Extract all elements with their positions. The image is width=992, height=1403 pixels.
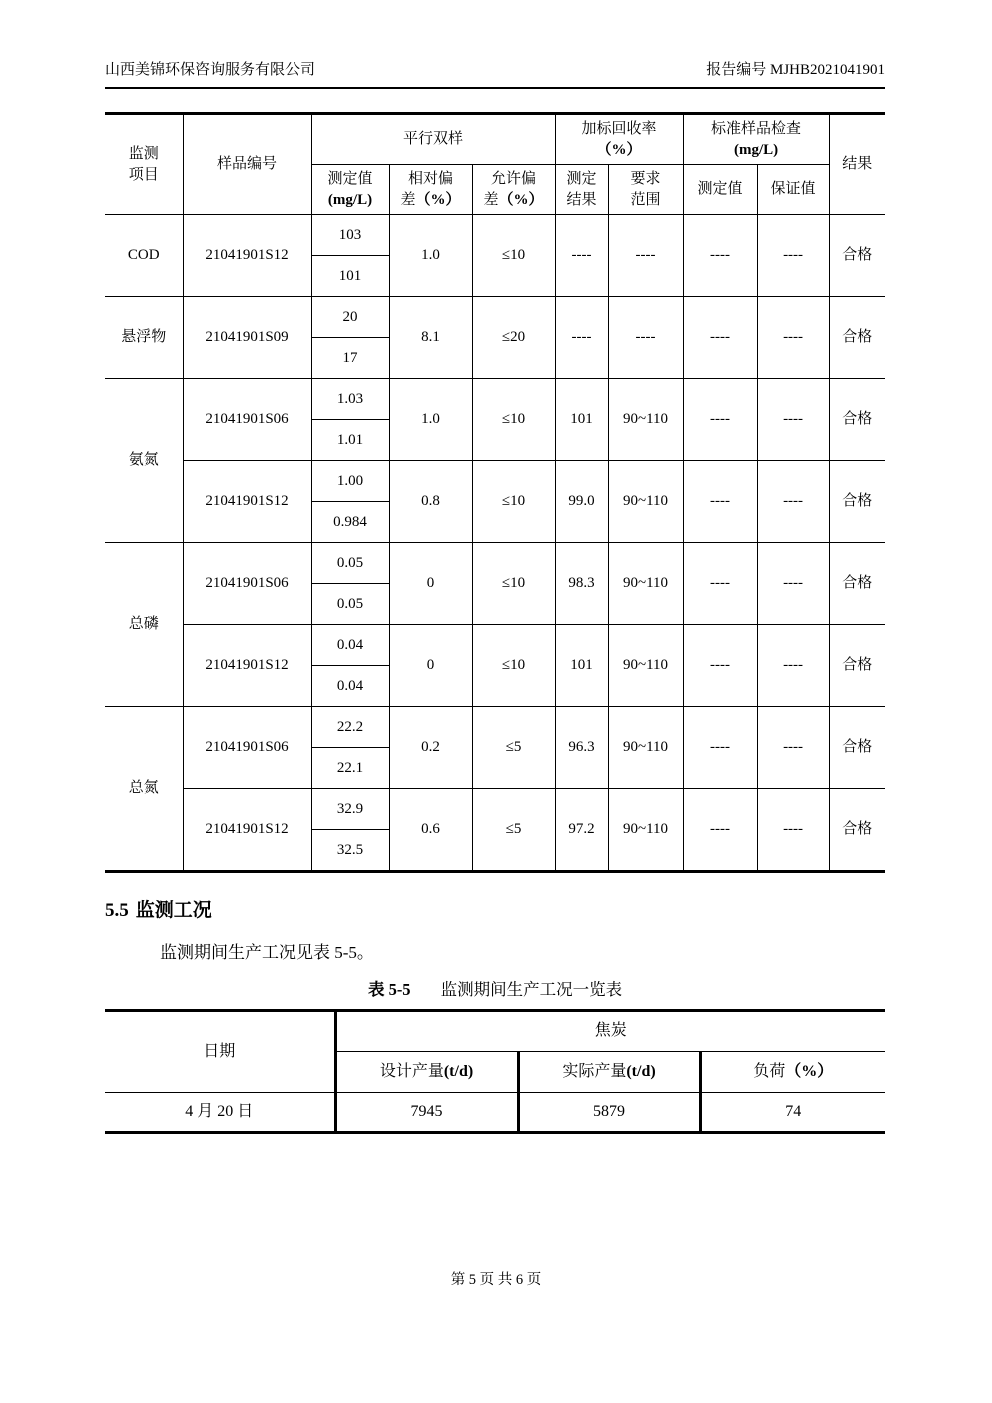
qc-result-cell: 合格 <box>829 789 885 872</box>
qc-sample-cell: 21041901S06 <box>183 543 311 625</box>
qc-rel-dev-cell: 0 <box>389 543 472 625</box>
section-number: 5.5 <box>105 900 129 921</box>
qc-allow-dev-cell: ≤20 <box>472 297 555 379</box>
qc-allow-dev-cell: ≤5 <box>472 707 555 789</box>
qc-group-standard: 标准样品检查 (mg/L) <box>683 114 829 165</box>
table-row <box>105 1093 885 1133</box>
qc-range-cell: ---- <box>608 297 683 379</box>
qc-recovery-cell: 98.3 <box>555 543 608 625</box>
table-row <box>105 789 885 830</box>
prod-col-date: 日期 <box>105 1011 335 1093</box>
qc-rel-dev-cell: 0.2 <box>389 707 472 789</box>
qc-value-bottom-cell: 22.1 <box>311 748 389 789</box>
qc-result-cell: 合格 <box>829 625 885 707</box>
qc-value-bottom-cell: 0.05 <box>311 584 389 625</box>
qc-result-cell: 合格 <box>829 461 885 543</box>
qc-rel-dev-cell: 1.0 <box>389 215 472 297</box>
qc-sample-cell: 21041901S09 <box>183 297 311 379</box>
page-header <box>105 0 885 89</box>
qc-result-cell: 合格 <box>829 543 885 625</box>
table-row <box>105 379 885 420</box>
table-row <box>105 297 885 338</box>
qc-col-sample: 样品编号 <box>183 114 311 215</box>
qc-rel-dev-cell: 8.1 <box>389 297 472 379</box>
qc-value-top-cell: 103 <box>311 215 389 256</box>
qc-recovery-cell: ---- <box>555 215 608 297</box>
qc-allow-dev-cell: ≤10 <box>472 543 555 625</box>
qc-recovery-cell: 96.3 <box>555 707 608 789</box>
qc-rel-dev-cell: 0.6 <box>389 789 472 872</box>
qc-value-bottom-cell: 17 <box>311 338 389 379</box>
qc-allow-dev-cell: ≤10 <box>472 215 555 297</box>
qc-item-cell: 总磷 <box>105 543 183 707</box>
qc-std-measured-cell: ---- <box>683 461 757 543</box>
table-caption <box>105 979 885 1000</box>
qc-std-measured-cell: ---- <box>683 297 757 379</box>
qc-sample-cell: 21041901S06 <box>183 379 311 461</box>
qc-std-measured-cell: ---- <box>683 789 757 872</box>
qc-range-cell: 90~110 <box>608 379 683 461</box>
qc-value-bottom-cell: 0.984 <box>311 502 389 543</box>
qc-value-top-cell: 1.03 <box>311 379 389 420</box>
qc-value-top-cell: 32.9 <box>311 789 389 830</box>
qc-recovery-cell: 101 <box>555 625 608 707</box>
prod-header-row-1 <box>105 1011 885 1052</box>
prod-group-coke: 焦炭 <box>335 1011 885 1052</box>
qc-range-cell: 90~110 <box>608 789 683 872</box>
qc-value-top-cell: 0.05 <box>311 543 389 584</box>
qc-sample-cell: 21041901S12 <box>183 789 311 872</box>
qc-col-std-measured: 测定值 <box>683 165 757 215</box>
body-paragraph: 监测期间生产工况见表 5-5。 <box>160 942 374 962</box>
prod-actual-cell: 5879 <box>518 1093 700 1133</box>
qc-std-measured-cell: ---- <box>683 379 757 461</box>
qc-recovery-cell: 99.0 <box>555 461 608 543</box>
qc-recovery-cell: 101 <box>555 379 608 461</box>
prod-col-load: 负荷（%） <box>700 1052 885 1093</box>
table-caption-title: 监测期间生产工况一览表 <box>440 979 623 999</box>
qc-item-cell: 氨氮 <box>105 379 183 543</box>
table-row <box>105 215 885 256</box>
qc-rel-dev-cell: 1.0 <box>389 379 472 461</box>
qc-col-measured: 测定 结果 <box>555 165 608 215</box>
qc-range-cell: 90~110 <box>608 625 683 707</box>
qc-header-row-1 <box>105 114 885 165</box>
qc-std-guaranteed-cell: ---- <box>757 707 829 789</box>
qc-range-cell: 90~110 <box>608 707 683 789</box>
qc-range-cell: 90~110 <box>608 461 683 543</box>
qc-allow-dev-cell: ≤10 <box>472 379 555 461</box>
qc-allow-dev-cell: ≤10 <box>472 461 555 543</box>
qc-sample-cell: 21041901S06 <box>183 707 311 789</box>
qc-rel-dev-cell: 0.8 <box>389 461 472 543</box>
prod-design-cell: 7945 <box>335 1093 518 1133</box>
production-table <box>105 1009 885 1134</box>
qc-std-measured-cell: ---- <box>683 215 757 297</box>
qc-range-cell: 90~110 <box>608 543 683 625</box>
report-number: 报告编号 MJHB2021041901 <box>706 62 885 78</box>
qc-sample-cell: 21041901S12 <box>183 461 311 543</box>
qc-allow-dev-cell: ≤5 <box>472 789 555 872</box>
qc-sample-cell: 21041901S12 <box>183 625 311 707</box>
qc-std-guaranteed-cell: ---- <box>757 379 829 461</box>
page-footer: 第 5 页 共 6 页 <box>450 1272 542 1288</box>
qc-result-cell: 合格 <box>829 379 885 461</box>
prod-col-design: 设计产量(t/d) <box>335 1052 518 1093</box>
qc-col-allow-dev: 允许偏 差（%） <box>472 165 555 215</box>
qc-col-item: 监测 项目 <box>105 114 183 215</box>
qc-std-guaranteed-cell: ---- <box>757 215 829 297</box>
qc-col-rel-dev: 相对偏 差（%） <box>389 165 472 215</box>
qc-allow-dev-cell: ≤10 <box>472 625 555 707</box>
table-row <box>105 461 885 502</box>
qc-value-top-cell: 20 <box>311 297 389 338</box>
qc-std-guaranteed-cell: ---- <box>757 789 829 872</box>
table-row <box>105 543 885 584</box>
prod-load-cell: 74 <box>700 1093 885 1133</box>
qc-value-bottom-cell: 32.5 <box>311 830 389 872</box>
table-caption-label: 表 5-5 <box>367 979 411 999</box>
qc-range-cell: ---- <box>608 215 683 297</box>
qc-std-guaranteed-cell: ---- <box>757 297 829 379</box>
company-name: 山西美锦环保咨询服务有限公司 <box>105 62 316 78</box>
qc-col-result: 结果 <box>829 114 885 215</box>
qc-std-measured-cell: ---- <box>683 625 757 707</box>
table-row <box>105 625 885 666</box>
qc-value-top-cell: 0.04 <box>311 625 389 666</box>
qc-sample-cell: 21041901S12 <box>183 215 311 297</box>
qc-value-bottom-cell: 0.04 <box>311 666 389 707</box>
qc-value-bottom-cell: 1.01 <box>311 420 389 461</box>
qc-std-guaranteed-cell: ---- <box>757 543 829 625</box>
qc-group-parallel: 平行双样 <box>311 114 555 165</box>
qc-col-range: 要求 范围 <box>608 165 683 215</box>
qc-std-guaranteed-cell: ---- <box>757 625 829 707</box>
section-heading <box>105 900 885 923</box>
qc-result-cell: 合格 <box>829 707 885 789</box>
qc-recovery-cell: ---- <box>555 297 608 379</box>
qc-std-measured-cell: ---- <box>683 707 757 789</box>
qc-result-cell: 合格 <box>829 215 885 297</box>
qc-col-std-guaranteed: 保证值 <box>757 165 829 215</box>
qc-col-value: 测定值 (mg/L) <box>311 165 389 215</box>
prod-date-cell: 4 月 20 日 <box>105 1093 335 1133</box>
prod-col-actual: 实际产量(t/d) <box>518 1052 700 1093</box>
qc-rel-dev-cell: 0 <box>389 625 472 707</box>
qc-value-bottom-cell: 101 <box>311 256 389 297</box>
qc-recovery-cell: 97.2 <box>555 789 608 872</box>
section-title: 监测工况 <box>135 900 212 921</box>
qc-group-recovery: 加标回收率 （%） <box>555 114 683 165</box>
table-row <box>105 707 885 748</box>
qc-summary-table <box>105 112 885 873</box>
qc-value-top-cell: 1.00 <box>311 461 389 502</box>
qc-value-top-cell: 22.2 <box>311 707 389 748</box>
qc-item-cell: COD <box>105 215 183 297</box>
qc-item-cell: 总氮 <box>105 707 183 872</box>
qc-std-measured-cell: ---- <box>683 543 757 625</box>
qc-std-guaranteed-cell: ---- <box>757 461 829 543</box>
qc-result-cell: 合格 <box>829 297 885 379</box>
qc-item-cell: 悬浮物 <box>105 297 183 379</box>
